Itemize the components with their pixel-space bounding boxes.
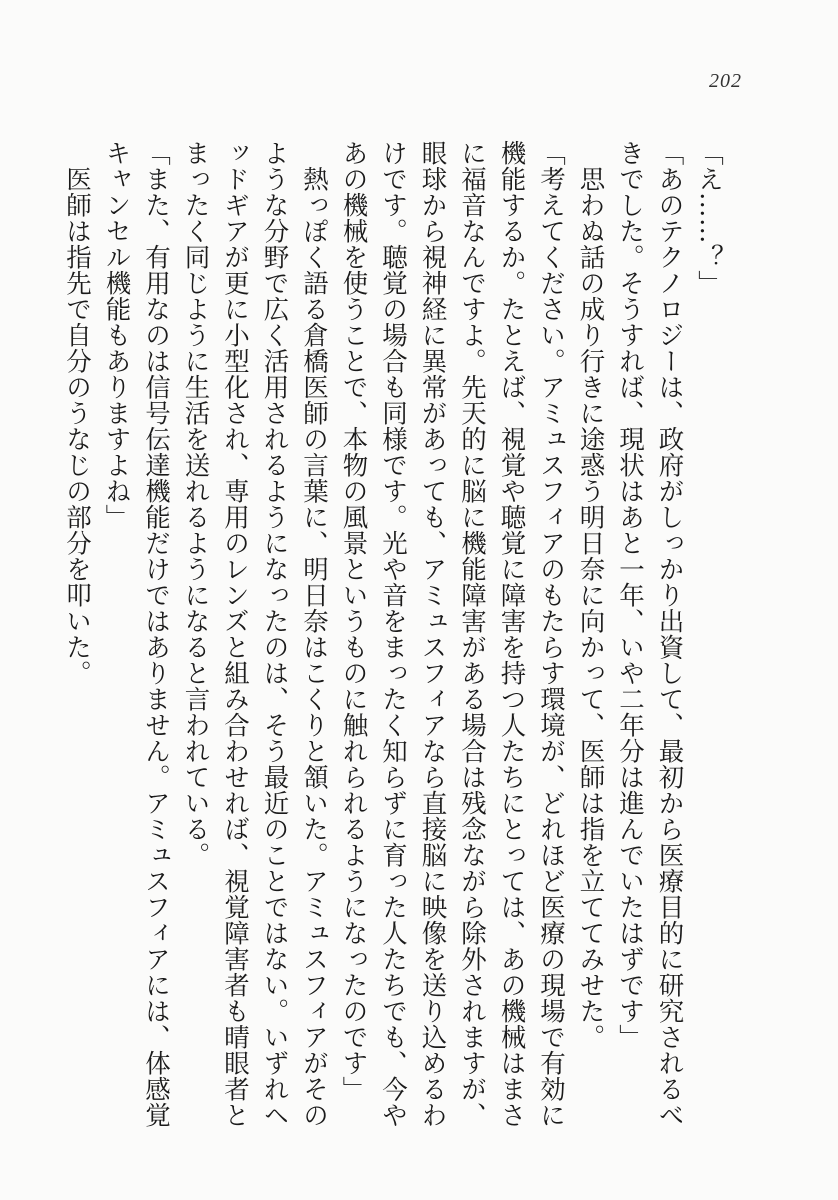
paragraph: 熱っぽく語る倉橋医師の言葉に、明日奈はこくりと頷いた。アミュスフィアがそのような分野で広く活用されるようになったのは、そう最近のことではない。いずれヘッドギアが更に小型化され、専用のレンズと組み合わせれば、視覚障害者も晴眼者とまったく同じように生活を送れるようになると言われている。 — [180, 140, 329, 1128]
page-number: 202 — [709, 70, 742, 92]
paragraph: 「考えてください。アミュスフィアのもたらす環境が、どれほど医療の現場で有効に機能するか。たとえば、視覚や聴覚に障害を持つ人たちにとっては、あの機械はまさに福音なんですよ。先天的に脳に機能障害がある場合は残念ながら除外されますが、眼球から視神経に異常があっても、アミュスフィアなら直接脳に映像を送り込めるわけです。聴覚の場合も同様です。光や音をまったく知らずに育った人たちでも、今やあの機械を使うことで、本物の風景というものに触れられるようになったのです」 — [338, 140, 566, 1128]
paragraph: 「また、有用なのは信号伝達機能だけではありません。アミュスフィアには、体感覚キャンセル機能もありますよね」 — [101, 140, 171, 1128]
body-text — [62, 140, 728, 1140]
paragraph: 思わぬ話の成り行きに途惑う明日奈に向かって、医師は指を立ててみせた。 — [575, 165, 606, 1050]
paragraph: 「あのテクノロジーは、政府がしっかり出資して、最初から医療目的に研究されるべきでした。そうすれば、現状はあと一年、いや二年分は進んでいたはずです」 — [615, 140, 685, 1128]
paragraph: 「え……？」 — [694, 140, 724, 296]
paragraph: 医師は指先で自分のうなじの部分を叩いた。 — [62, 165, 92, 686]
